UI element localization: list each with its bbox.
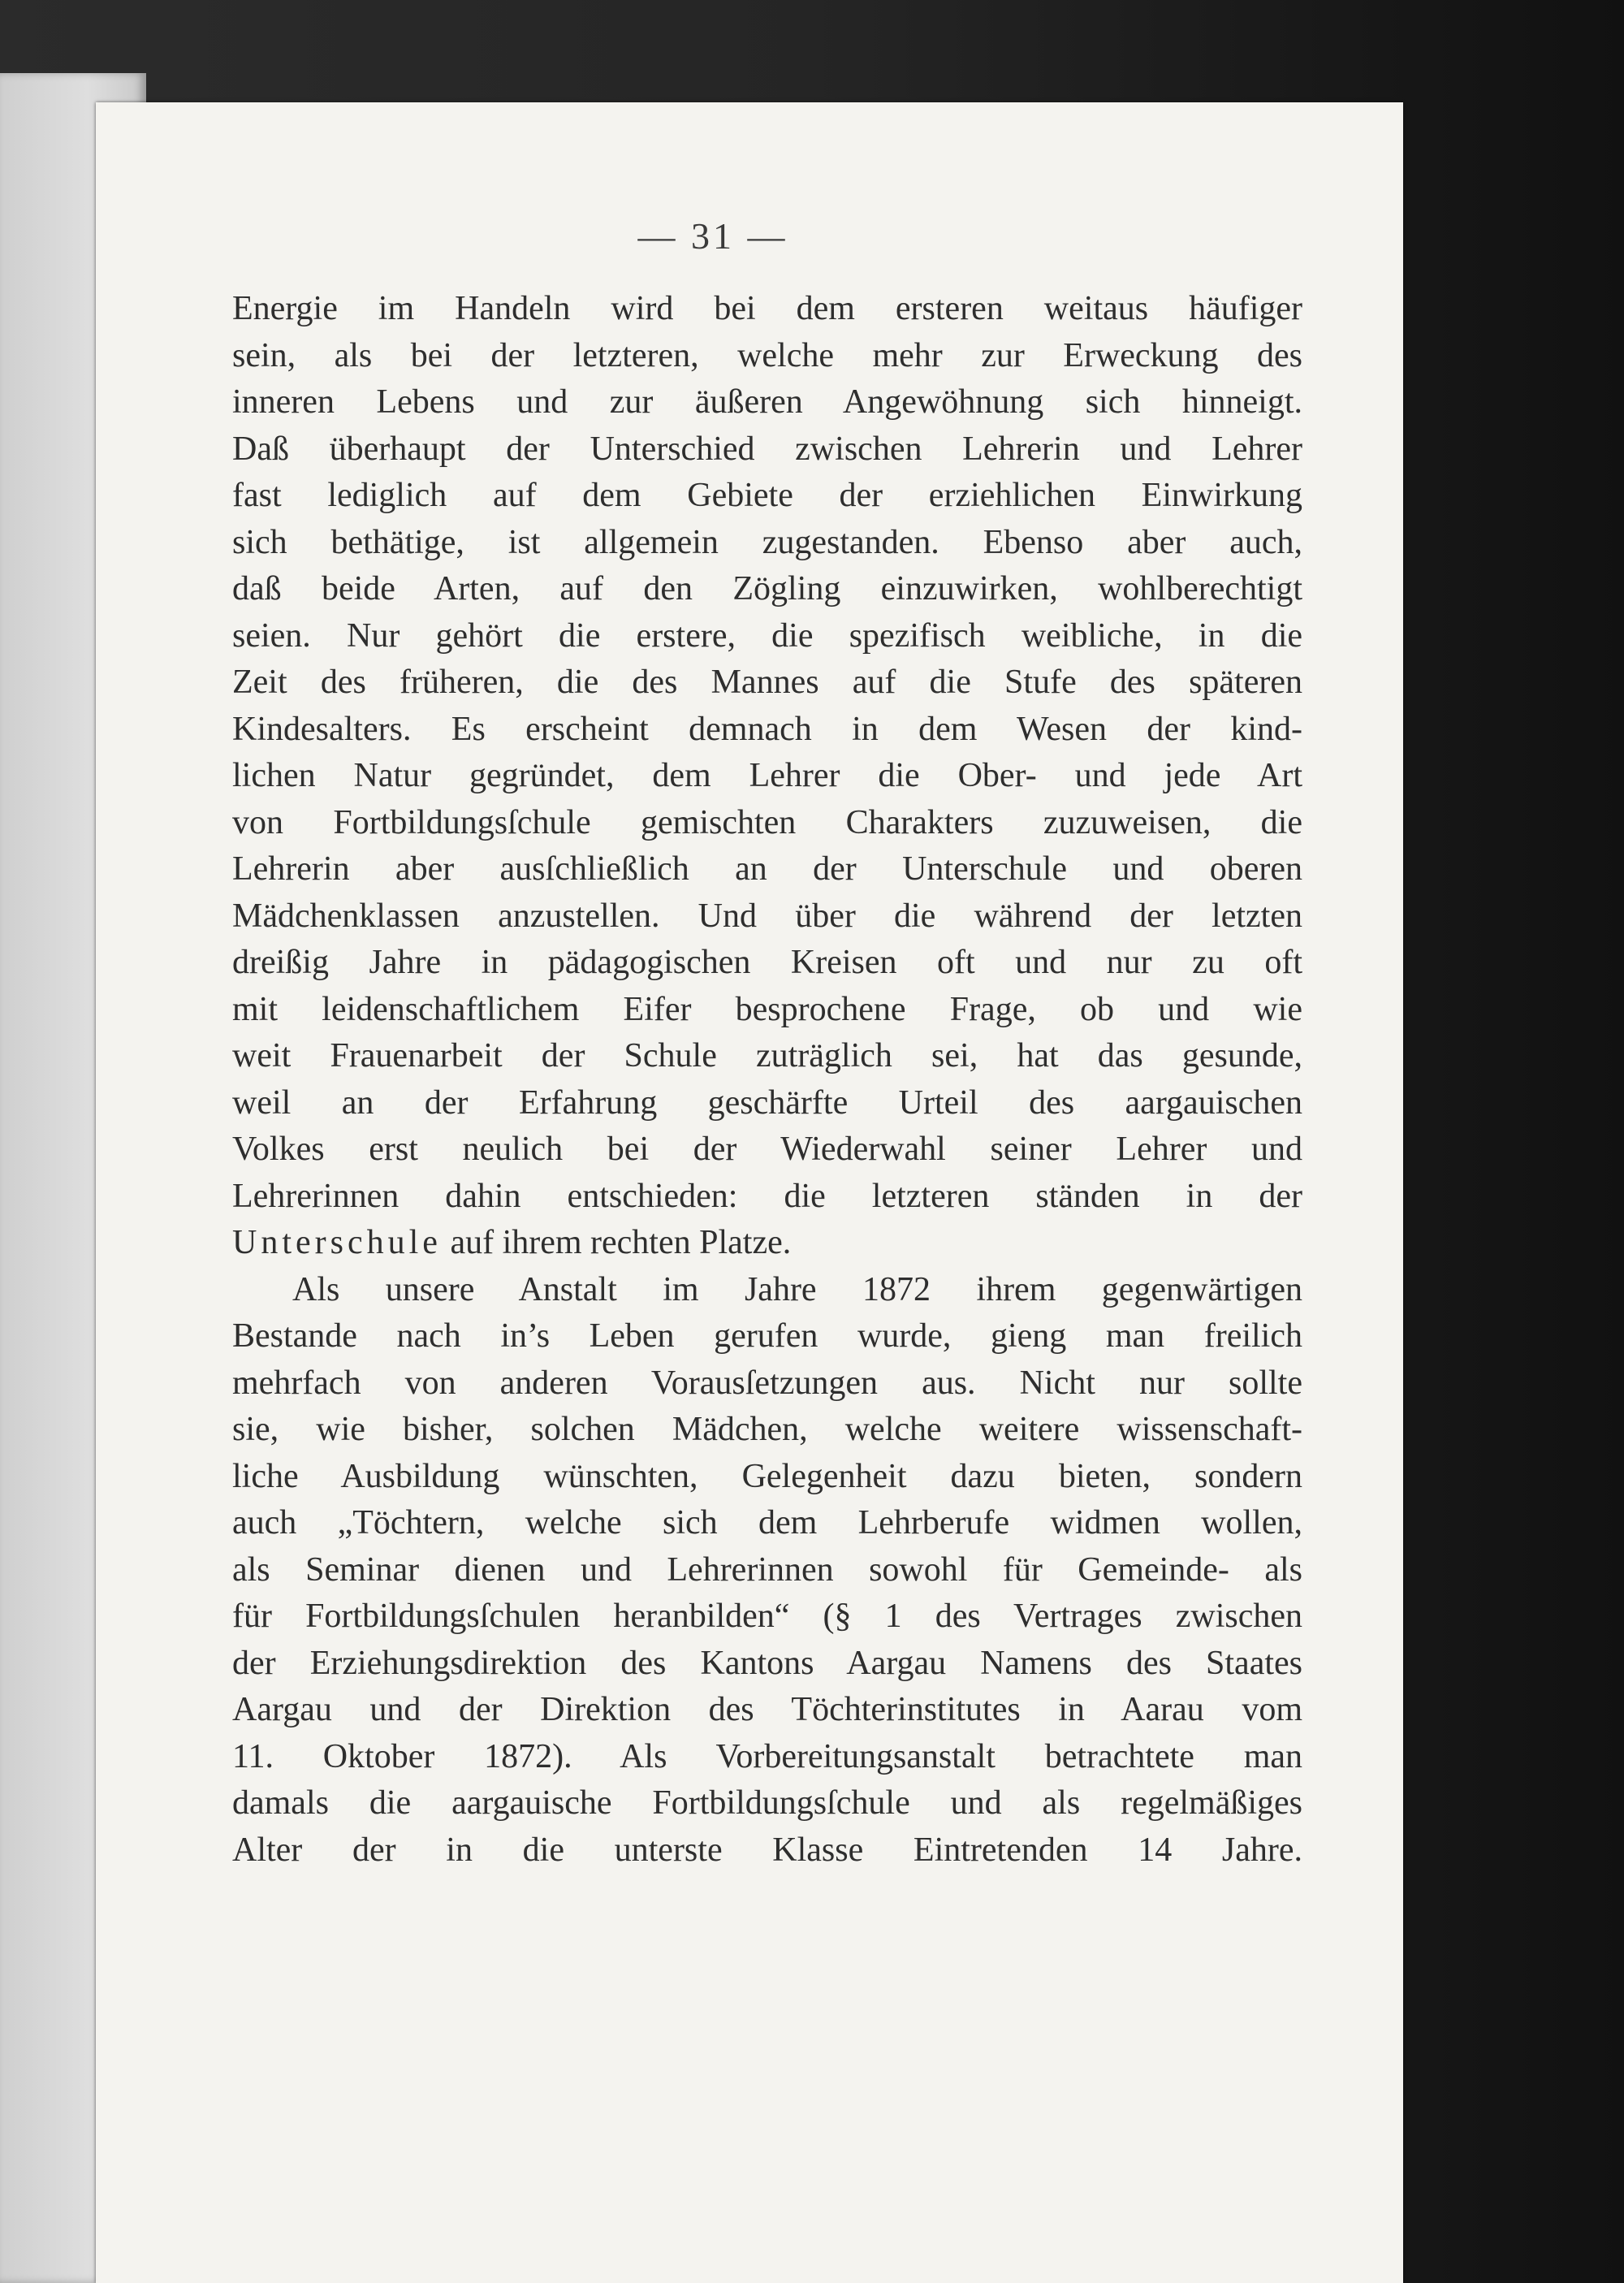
text-line: sich bethätige, ist allgemein zugestanden. Ebenso aber auch, bbox=[232, 523, 1302, 561]
text-line: Mädchenklassen anzustellen. Und über die während der letzten bbox=[232, 897, 1302, 935]
text-line: der Erziehungsdirektion des Kantons Aargau Namens des Staates bbox=[232, 1644, 1302, 1682]
spaced-emphasis: Unterschule bbox=[232, 1224, 442, 1261]
text-line: sein, als bei der letzteren, welche mehr zur Erweckung des bbox=[232, 336, 1302, 374]
text-line: weil an der Erfahrung geschärfte Urteil des aargauischen bbox=[232, 1083, 1302, 1122]
text-line: lichen Natur gegründet, dem Lehrer die Ober- und jede Art bbox=[232, 757, 1302, 794]
line-rest: auf ihrem rechten Platze. bbox=[441, 1224, 792, 1261]
text-line: Volkes erst neulich bei der Wiederwahl seiner Lehrer und bbox=[232, 1131, 1302, 1168]
text-line: Lehrerin aber ausſchließlich an der Unterschule und oberen bbox=[232, 850, 1302, 888]
page-number: — 31 — bbox=[637, 215, 788, 257]
text-line-paragraph-end bbox=[232, 1220, 1302, 1267]
text-line: Zeit des früheren, die des Mannes auf die Stufe des späteren bbox=[232, 664, 1302, 701]
text-line-paragraph-start: Als unsere Anstalt im Jahre 1872 ihrem gegenwärtigen bbox=[292, 1270, 1302, 1308]
text-line: sie, wie bisher, solchen Mädchen, welche weitere wissenschaft- bbox=[232, 1411, 1302, 1448]
book-page bbox=[96, 102, 1403, 2283]
text-line: damals die aargauische Fortbildungsſchule und als regelmäßiges bbox=[232, 1784, 1302, 1822]
text-line: Energie im Handeln wird bei dem ersteren weitaus häufiger bbox=[232, 290, 1302, 327]
text-line: Alter der in die unterste Klasse Eintretenden 14 Jahre. bbox=[232, 1831, 1302, 1869]
text-line: seien. Nur gehört die erstere, die spezifisch weibliche, in die bbox=[232, 616, 1302, 655]
text-line: als Seminar dienen und Lehrerinnen sowohl für Gemeinde- als bbox=[232, 1550, 1302, 1589]
text-line: Aargau und der Direktion des Töchterinstitutes in Aarau vom bbox=[232, 1691, 1302, 1728]
text-line: Daß überhaupt der Unterschied zwischen Lehrerin und Lehrer bbox=[232, 430, 1302, 468]
text-line: von Fortbildungsſchule gemischten Charakters zuzuweisen, die bbox=[232, 803, 1302, 841]
text-line: dreißig Jahre in pädagogischen Kreisen oft und nur zu oft bbox=[232, 944, 1302, 981]
text-line: daß beide Arten, auf den Zögling einzuwirken, wohlberechtigt bbox=[232, 570, 1302, 608]
text-line: für Fortbildungsſchulen heranbilden“ (§ 1 des Vertrages zwischen bbox=[232, 1598, 1302, 1635]
text-line: fast lediglich auf dem Gebiete der erziehlichen Einwirkung bbox=[232, 477, 1302, 514]
text-line: inneren Lebens und zur äußeren Angewöhnung sich hinneigt. bbox=[232, 383, 1302, 421]
text-line: weit Frauenarbeit der Schule zuträglich sei, hat das gesunde, bbox=[232, 1037, 1302, 1074]
text-line: liche Ausbildung wünschten, Gelegenheit dazu bieten, sondern bbox=[232, 1457, 1302, 1495]
text-line: Lehrerinnen dahin entschieden: die letzteren ständen in der bbox=[232, 1177, 1302, 1215]
text-line: auch „Töchtern, welche sich dem Lehrberufe widmen wollen, bbox=[232, 1504, 1302, 1541]
body-text bbox=[232, 286, 1302, 1874]
text-line: 11. Oktober 1872). Als Vorbereitungsanstalt betrachtete man bbox=[232, 1737, 1302, 1775]
text-line: mehrfach von anderen Vorausſetzungen aus. Nicht nur sollte bbox=[232, 1364, 1302, 1402]
text-line: Kindesalters. Es erscheint demnach in dem Wesen der kind- bbox=[232, 710, 1302, 748]
text-line: Bestande nach in’s Leben gerufen wurde, gieng man freilich bbox=[232, 1317, 1302, 1355]
text-line: mit leidenschaftlichem Eifer besprochene Frage, ob und wie bbox=[232, 990, 1302, 1028]
